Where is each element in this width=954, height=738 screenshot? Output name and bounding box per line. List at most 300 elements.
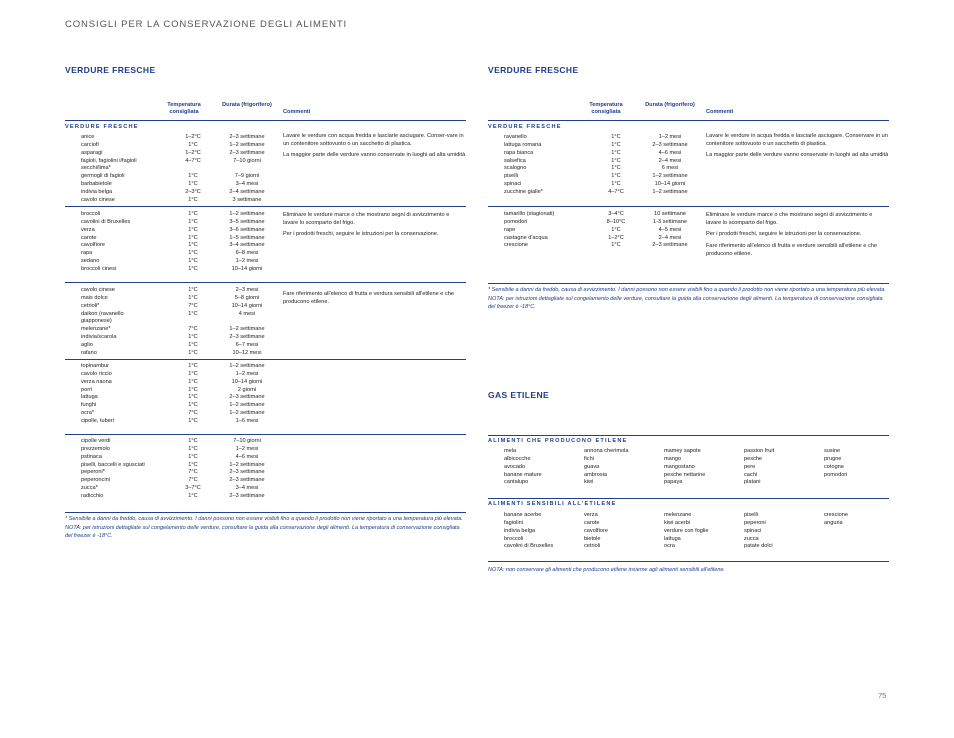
temperature-value: 2–3°C [185,188,201,195]
vegetable-name: pomodori [504,218,528,225]
temperature-value: 1°C [188,363,198,369]
left-group-3 [81,287,281,358]
duration-value: 1–2 settimane [652,173,688,180]
comment-paragraph: Lavare le verdure in acqua fredda e lasciarle asciugare. Conservare in un contenitore sottovuoto o un sacchetto di plastica. [706,133,888,147]
table-row [81,387,281,395]
table-row [504,242,704,250]
right-footnote: * Sensibile a danni da freddo, causa di avvizzimento. I danni possono non essere visibili fino a quando il prodotto non viene riportato a una temperatura più elevata. NOTA: per istruzioni dettagliate sul congelamento delle verdure, consultare la guida alla conservazione degli alimenti. La temperatura di conservazione consigliata del freezer è -18°C. [488,287,886,311]
vegetable-name: ocra* [81,410,95,417]
duration-value: 2–3 settimane [229,334,265,341]
vegetable-name: broccoli [81,211,101,217]
vegetable-name: cetrioli* [81,302,100,309]
vegetable-name: cavolo cinese [81,287,115,293]
duration-value: 5–8 giorni [234,294,260,301]
food-item: anguria [824,519,843,526]
temperature-value: 1°C [611,149,621,156]
sensitive-list [504,512,889,554]
duration-value: 1–2 settimane [229,211,265,217]
left-section-title: VERDURE FRESCHE [65,65,156,75]
duration-value: 3–6 settimane [229,226,265,233]
food-column [664,512,708,551]
left-group-2 [81,211,281,274]
food-item: peperoni [744,519,766,526]
vegetable-name: broccoli cinesi [81,265,117,272]
left-comments-1 [283,133,466,164]
left-col-comm-header: Commenti [283,109,311,115]
food-item: cavolfiore [584,527,608,534]
temperature-value: 1°C [188,294,198,301]
food-item: banane acerbe [504,512,542,518]
vegetable-name: salsefica [504,157,526,164]
left-footnote: * Sensibile a danni da freddo, causa di avvizzimento. I danni possono non essere visibili fino a quando il prodotto non viene riportato a una temperatura più elevata. NOTA: per istruzioni dettagliate sul congelamento delle verdure, consultare la guida alla conservazione degli alimenti. La temperatura di conservazione consigliata del freezer è -18°C. [65,516,463,540]
vegetable-name: piselli, baccelli e sgusciati [81,461,145,468]
temperature-value: 1°C [611,173,621,180]
vegetable-name: castagne d'acqua [504,234,548,241]
duration-value: 2–3 settimane [229,394,265,401]
food-item: patate dolci [744,543,773,550]
vegetable-name: scalogno [504,165,527,172]
left-group-rule [65,359,466,360]
table-row [81,227,281,235]
vegetable-name: rapa bianca [504,149,534,156]
food-item: melenzane [664,512,692,518]
gas-section-title: GAS ETILENE [488,390,550,400]
duration-value: 3–5 settimane [229,218,265,225]
table-row [81,258,281,266]
left-comments-2 [283,212,466,243]
food-column [744,512,773,551]
temperature-value: 1°C [188,402,198,409]
table-row [81,250,281,258]
temperature-value: 1°C [611,134,621,140]
food-item: pere [744,463,756,470]
duration-value: 2–3 settimane [229,149,265,156]
producers-list [504,448,889,490]
right-group-1 [504,134,704,197]
vegetable-name: indivia/scarola [81,334,117,341]
food-item: zucca [744,535,759,542]
comment-paragraph: Lavare le verdure con acqua fredda e lasciarle asciugare. Conser-vare in un contenitore sottovuoto o un sacchetto di plastica. [283,133,464,147]
vegetable-name: carote [81,234,97,241]
vegetable-name: secchi/lima* [81,165,111,172]
right-group-rule [488,206,889,207]
duration-value: 1–2 settimane [229,410,265,417]
duration-value: 4 mesi [238,310,256,317]
right-footer-rule [488,283,889,284]
left-col-dur-header: Durata (frigorifero) [222,102,272,108]
vegetable-name: cavolo cinese [81,196,115,203]
vegetable-name: melenzane* [81,326,111,333]
food-item: broccoli [504,535,524,542]
table-row [504,134,704,142]
table-row [81,462,281,470]
duration-value: 3–4 mesi [235,485,259,492]
comment-paragraph: Eliminare le verdure marce o che mostrano segni di avvizzimento e lavare lo scomparto del frigo. [706,212,873,226]
temperature-value: 1°C [188,265,198,272]
vegetable-name: crescione [504,242,528,249]
duration-value: 3–4 mesi [235,181,259,188]
food-item: guava [584,463,600,470]
table-row [81,165,281,173]
left-col-temp-header: Temperatura consigliata [167,102,201,115]
right-col-dur-header: Durata (frigorifero) [645,102,695,108]
vegetable-name: spinaci [504,181,522,188]
table-row [81,318,281,326]
page-header: CONSIGLI PER LA CONSERVAZIONE DEGLI ALIMENTI [65,19,348,30]
left-group-1 [81,134,281,205]
duration-value: 1–2 settimane [229,326,265,333]
table-row [81,189,281,197]
food-item: kiwi acerbi [664,519,691,526]
duration-value: 2–3 mesi [235,287,259,293]
food-item: lattuga [664,535,681,542]
food-item: ambrosia [584,471,608,478]
vegetable-name: daikon (ravanello [81,310,124,317]
table-row [81,394,281,402]
vegetable-name: zucchine gialle* [504,188,543,195]
duration-value: 7–10 giorni [233,157,261,164]
vegetable-name: indivia belga [81,188,113,195]
page-number: 75 [878,691,887,700]
food-item: papaya [664,479,683,486]
vegetable-name: zucca* [81,485,98,492]
temperature-value: 1°C [188,287,198,293]
temperature-value: 1°C [188,394,198,401]
table-row [81,485,281,493]
comment-paragraph: La maggior parte delle verdure vanno conservate in luoghi ad alta umidità [706,152,889,159]
temperature-value: 7°C [188,326,198,333]
temperature-value: 1°C [188,141,198,148]
vegetable-name: lattuga romana [504,141,542,148]
table-row [504,150,704,158]
vegetable-name: carciofi [81,141,99,148]
duration-value: 1–6 mesi [235,417,259,424]
vegetable-name: rafano [81,349,97,356]
table-row [81,418,281,426]
food-column [744,448,774,487]
food-item: carote [584,519,600,526]
duration-value: 6–8 mesi [235,250,259,257]
duration-value: 4–5 mesi [658,226,682,233]
left-group-rule [65,434,466,435]
temperature-value: 1°C [611,157,621,164]
vegetable-name: peperoni* [81,469,105,476]
table-row [81,379,281,387]
food-item: crescione [824,512,848,518]
duration-value: 7–9 giorni [234,173,260,180]
vegetable-name: cavolfiore [81,242,105,249]
food-item: bietole [584,535,601,542]
temperature-value: 1°C [188,250,198,257]
temperature-value: 1°C [188,492,198,499]
table-row [81,295,281,303]
temperature-value: 1°C [188,211,198,217]
temperature-value: 1°C [611,181,621,188]
temperature-value: 1°C [188,453,198,460]
duration-value: 1–2 settimane [229,402,265,409]
food-column [584,512,608,551]
temperature-value: 4–7°C [608,188,624,195]
table-row [81,197,281,205]
vegetable-name: piselli [504,173,518,180]
duration-value: 1–2 mesi [235,370,259,377]
temperature-value: 7°C [188,477,198,484]
table-row [504,165,704,173]
table-row [81,303,281,311]
vegetable-name: anice [81,134,95,140]
table-row [81,350,281,358]
table-row [81,181,281,189]
duration-value: 10–14 giorni [231,265,263,272]
food-column [504,448,542,487]
temperature-value: 1°C [188,196,198,203]
right-col-temp-header: Temperatura consigliata [589,102,623,115]
vegetable-name: asparagi [81,149,103,156]
vegetable-name: verza naona [81,378,112,385]
food-item: pesche nettarine [664,471,706,478]
left-group-5 [81,438,281,501]
table-row [81,173,281,181]
food-item: pesche [744,455,763,462]
left-group-rule [65,282,466,283]
duration-value: 1–2 settimane [652,188,688,195]
duration-value: 2–3 settimane [229,134,265,140]
duration-value: 2–4 mesi [658,234,682,241]
table-row [81,150,281,158]
right-comments-2 [706,212,889,262]
duration-value: 2–3 settimane [229,492,265,499]
vegetable-name: cavolo riccio [81,370,112,377]
temperature-value: 1°C [188,334,198,341]
table-row [504,173,704,181]
vegetable-name: topinambur [81,363,109,369]
gas-top-rule [488,435,889,436]
right-category-label: VERDURE FRESCHE [488,124,562,130]
right-header-rule [488,120,889,121]
food-column [504,512,553,551]
duration-value: 1-3 settimane [653,218,687,225]
vegetable-name: barbabietole [81,181,112,188]
temperature-value: 1°C [188,310,198,317]
temperature-value: 1–2°C [185,134,201,140]
vegetable-name: rapa [81,250,93,257]
temperature-value: 7°C [188,302,198,309]
duration-value: 10 settimane [653,211,687,217]
vegetable-name: cipolle verdi [81,438,111,444]
temperature-value: 1°C [188,258,198,265]
table-row [81,454,281,462]
duration-value: 1–2 settimane [229,141,265,148]
food-item: fagiolini [504,519,523,526]
vegetable-name: mais dolce [81,294,108,301]
producers-title: ALIMENTI CHE PRODUCONO ETILENE [488,438,628,444]
food-item: passion fruit [744,448,775,454]
vegetable-name: giapponese) [81,318,112,325]
temperature-value: 1°C [188,370,198,377]
temperature-value: 1°C [188,341,198,348]
vegetable-name: germogli di fagioli [81,173,125,180]
duration-value: 6–7 mesi [235,341,259,348]
food-column [824,512,848,528]
table-row [81,477,281,485]
food-item: fichi [584,455,594,462]
vegetable-name: fagioli, fagiolini i/fagioli [81,157,137,164]
duration-value: 2 giorni [237,386,257,393]
duration-value: 3–4 settimane [229,242,265,249]
food-item: platani [744,479,761,486]
duration-value: 4–6 mesi [658,149,682,156]
temperature-value: 1°C [188,438,198,444]
food-column [584,448,628,487]
right-col-comm-header: Commenti [706,109,734,115]
duration-value: 6 mesi [661,165,679,172]
table-row [81,410,281,418]
table-row [81,326,281,334]
left-group-rule [65,206,466,207]
vegetable-name: aglio [81,341,93,348]
vegetable-name: peperoncini [81,477,110,484]
table-row [81,311,281,319]
comment-paragraph: Fare riferimento all'elenco di frutta e verdure sensibili all'etilene e che producono etilene. [706,242,877,257]
food-item: annona cherimola [584,448,629,454]
duration-value: 2–4 mesi [658,157,682,164]
food-item: susine [824,448,841,454]
table-row [81,219,281,227]
temperature-value: 1°C [611,165,621,172]
temperature-value: 1°C [188,234,198,241]
table-row [504,181,704,189]
temperature-value: 3–7°C [185,485,201,492]
table-row [81,493,281,501]
duration-value: 2–3 settimane [229,477,265,484]
temperature-value: 1°C [188,226,198,233]
left-header-rule [65,120,466,121]
vegetable-name: pstinaca [81,453,102,460]
table-row [81,287,281,295]
food-item: mela [504,448,517,454]
food-item: ocra [664,543,675,550]
food-item: avocado [504,463,526,470]
food-item: spinaci [744,527,762,534]
food-item: mamey sapote [664,448,701,454]
table-row [81,211,281,219]
food-item: kiwi [584,479,594,486]
food-item: banane mature [504,471,542,478]
temperature-value: 4–7°C [185,157,201,164]
left-group-4 [81,363,281,426]
duration-value: 1–5 settimane [229,234,265,241]
temperature-value: 7°C [188,469,198,476]
table-row [81,342,281,350]
duration-value: 10–14 giorni [231,302,263,309]
duration-value: 1–2 mesi [658,134,682,140]
temperature-value: 1°C [188,181,198,188]
vegetable-name: lattuga [81,394,98,401]
duration-value: 10–12 mesi [232,349,262,356]
duration-value: 1–2 settimane [229,461,265,468]
gas-mid-rule [488,498,889,499]
food-item: cotogne [824,463,844,470]
duration-value: 1–2 mesi [235,445,259,452]
food-item: mango [664,455,682,462]
temperature-value: 1°C [188,349,198,356]
table-row [81,266,281,274]
duration-value: 10–14 giorni [231,378,263,385]
vegetable-name: tamarillo (stagionati) [504,211,555,217]
vegetable-name: sedano [81,258,100,265]
temperature-value: 7°C [188,410,198,417]
temperature-value: 1°C [188,242,198,249]
vegetable-name: prezzemolo [81,445,110,452]
comment-paragraph: Per i prodotti freschi, seguire le istruzioni per la conservazione. [283,231,439,238]
food-item: cantalupo [504,479,529,486]
duration-value: 3 settimane [232,196,262,203]
temperature-value: 1°C [188,417,198,424]
temperature-value: 1°C [188,386,198,393]
food-item: cetrioli [584,543,601,550]
temperature-value: 1°C [188,445,198,452]
left-footer-rule [65,512,466,513]
food-item: albicocche [504,455,531,462]
temperature-value: 1–2°C [185,149,201,156]
table-row [81,242,281,250]
vegetable-name: porri [81,386,93,393]
comment-paragraph: Fare riferimento all'elenco di frutta e verdura sensibili all'etilene e che producono etilene. [283,291,454,305]
food-item: mangostano [664,463,695,470]
duration-value: 2–4 settimane [229,188,265,195]
gas-bottom-rule [488,561,889,562]
vegetable-name: cipolle, tuberi [81,417,114,424]
duration-value: 1–2 settimane [229,363,265,369]
table-row [81,235,281,243]
table-row [504,227,704,235]
right-section-title: VERDURE FRESCHE [488,65,579,75]
temperature-value: 8–10°C [606,218,626,225]
duration-value: 2–3 settimane [652,242,688,249]
temperature-value: 1°C [188,461,198,468]
temperature-value: 1°C [188,378,198,385]
vegetable-name: radicchio [81,492,104,499]
vegetable-name: verza [81,226,95,233]
table-row [81,158,281,166]
duration-value: 4–6 mesi [235,453,259,460]
table-row [504,211,704,219]
duration-value: 2–3 settimane [229,469,265,476]
table-row [81,438,281,446]
vegetable-name: cavolini di Bruxelles [81,218,131,225]
table-row [504,235,704,243]
table-row [81,402,281,410]
temperature-value: 1°C [188,218,198,225]
table-row [81,446,281,454]
table-row [81,469,281,477]
temperature-value: 1°C [188,173,198,180]
table-row [81,334,281,342]
food-item: indivia belga [504,527,536,534]
temperature-value: 1°C [611,141,621,148]
food-column [824,448,847,479]
temperature-value: 3–4°C [608,211,624,217]
temperature-value: 1°C [611,226,621,233]
comment-paragraph: La maggior parte delle verdure vanno conservate in luoghi ad alta umidità [283,152,466,159]
food-item: piselli [744,512,758,518]
sensitive-title: ALIMENTI SENSIBILI ALL'ETILENE [488,501,617,507]
vegetable-name: rape [504,226,516,233]
table-row [81,134,281,142]
table-row [504,189,704,197]
gas-note: NOTA: non conservare gli alimenti che producono etilene insieme agli alimenti sensibili all'etilene. [488,567,725,573]
table-row [504,219,704,227]
